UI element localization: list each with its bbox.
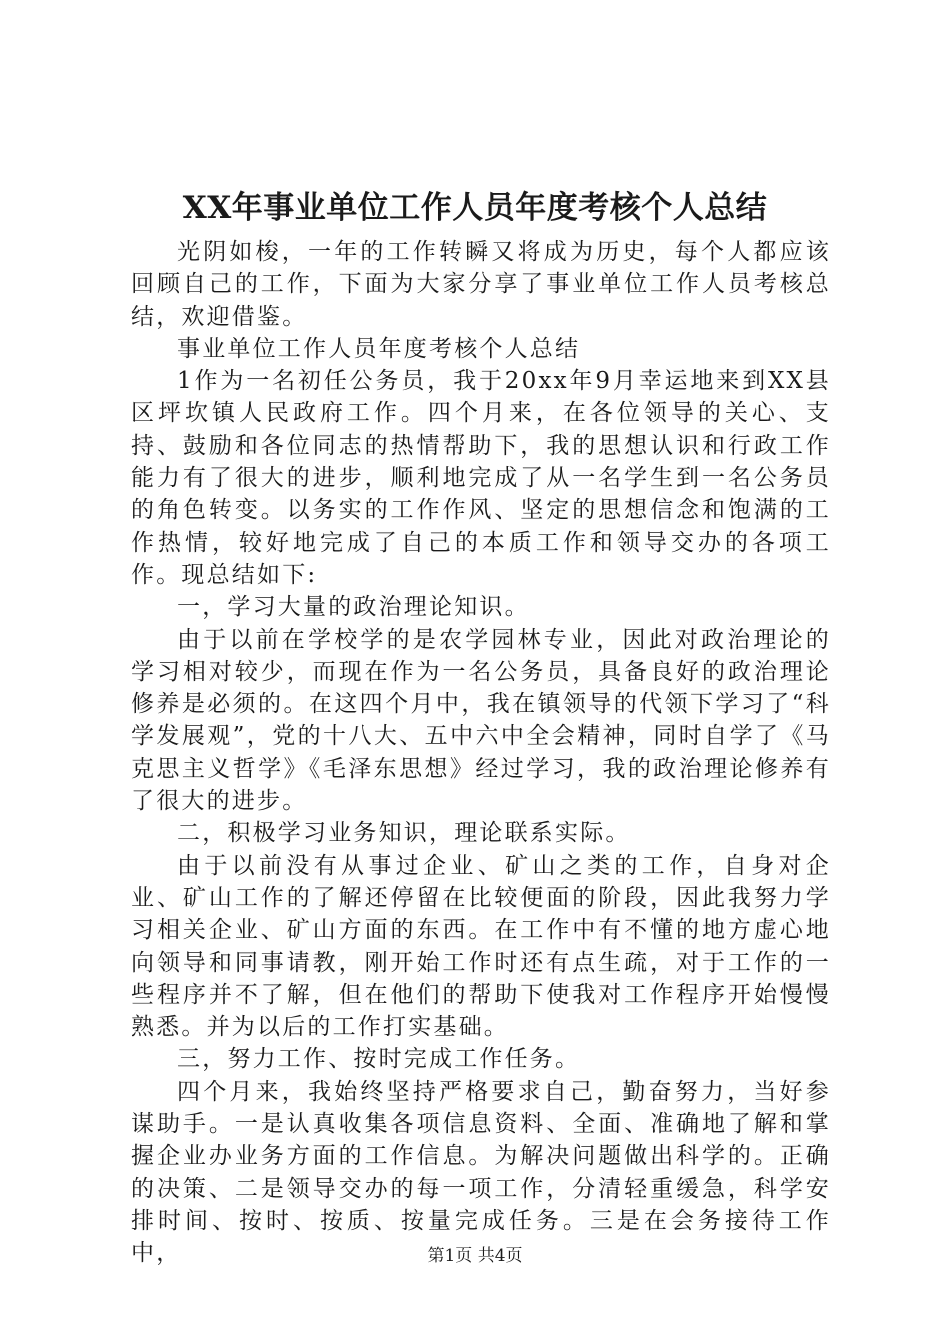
paragraph-section-2: 由于以前没有从事过企业、矿山之类的工作，自身对企业、矿山工作的了解还停留在比较便面的阶段，因此我努力学习相关企业、矿山方面的东西。在工作中有不懂的地方虚心地向领导和同事请教，刚开始工作时还有点生疏，对于工作的一些程序并不了解，但在他们的帮助下使我对工作程序开始慢慢熟悉。并为以后的工作打实基础。 <box>131 852 831 1041</box>
section-heading-1: 一，学习大量的政治理论知识。 <box>177 594 530 621</box>
page-footer: 第1页 共4页 <box>427 1246 523 1266</box>
paragraph-subtitle: 事业单位工作人员年度考核个人总结 <box>177 335 581 362</box>
section-heading-2: 二，积极学习业务知识，理论联系实际。 <box>177 820 631 847</box>
document-title: XX年事业单位工作人员年度考核个人总结 <box>182 190 768 226</box>
paragraph-intro: 光阴如梭，一年的工作转瞬又将成为历史，每个人都应该回顾自己的工作，下面为大家分享了事业单位工作人员考核总结，欢迎借鉴。 <box>131 239 831 330</box>
section-heading-3: 三，努力工作、按时完成工作任务。 <box>177 1046 581 1073</box>
document-body <box>131 236 831 1270</box>
paragraph-section-3: 四个月来，我始终坚持严格要求自己，勤奋努力，当好参谋助手。一是认真收集各项信息资料、全面、准确地了解和掌握企业办业务方面的工作信息。为解决问题做出科学的。正确的决策、二是领导交办的每一项工作，分清轻重缓急，科学安排时间、按时、按质、按量完成任务。三是在会务接待工作中， <box>131 1078 831 1267</box>
paragraph-section-1: 由于以前在学校学的是农学园林专业，因此对政治理论的学习相对较少，而现在作为一名公务员，具备良好的政治理论修养是必须的。在这四个月中，我在镇领导的代领下学习了“科学发展观”，党的十八大、五中六中全会精神，同时自学了《马克思主义哲学》《毛泽东思想》经过学习，我的政治理论修养有了很大的进步。 <box>131 626 831 815</box>
paragraph-overview: 1作为一名初任公务员，我于20xx年9月幸运地来到XX县区坪坎镇人民政府工作。四个月来，在各位领导的关心、支持、鼓励和各位同志的热情帮助下，我的思想认识和行政工作能力有了很大的进步，顺利地完成了从一名学生到一名公务员的角色转变。以务实的工作作风、坚定的思想信念和饱满的工作热情，较好地完成了自己的本质工作和领导交办的各项工作。现总结如下: <box>131 368 831 588</box>
